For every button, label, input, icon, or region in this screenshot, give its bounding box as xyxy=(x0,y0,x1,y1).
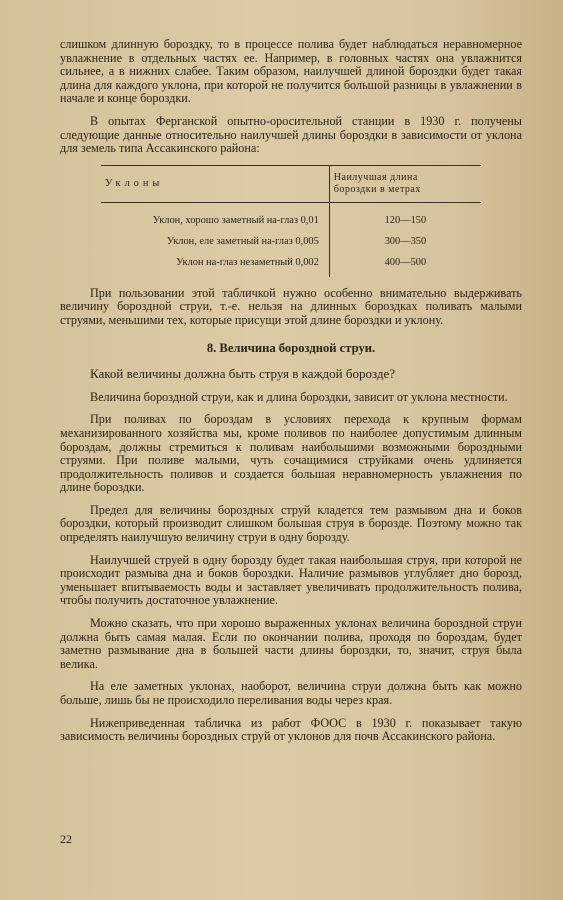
paragraph: Предел для величины бороздных струй кладется тем размывом дна и боков бороздки, который производит слишком большая струя в борозде. Поэтому можно так определять наилучшую величину струи в одну борозду. xyxy=(60,502,522,545)
table-row xyxy=(101,202,481,229)
paragraph: На еле заметных уклонах, наоборот, величина струи должна быть как можно больше, лишь бы не происходило переливания воды через края. xyxy=(60,679,522,707)
paragraph: Нижеприведенная табличка из работ ФООС в 1930 г. показывает такую зависимость величины бороздных струй от уклонов для почв Ассакинского района. xyxy=(60,715,522,744)
question: Какой величины должна быть струя в каждой борозде? xyxy=(90,366,396,382)
paragraph: Величина бороздной струи, как и длина бороздки, зависит от уклона местности. xyxy=(90,389,508,404)
paragraph: Можно сказать, что при хорошо выраженных уклонах величина бороздной струи должна быть самая малая. Если по окончании полива, проходя по бороздам, будет заметно размывание дна в большей части длины бороздки, то, значит, струя была велика. xyxy=(60,616,522,671)
paragraph: При поливах по бороздам в условиях перехода к крупным формам механизированного хозяйства мы, кроме поливов по наиболее допустимым длинным бороздам, должны стремиться к поливам наибольшими возможными бороздными струями. При поливе малыми, чуть сочащимися струйками очень удлиняется продолжительность поливов и создается большая неравномерность увлажнения по длине бороздки. xyxy=(60,412,522,495)
paragraph: В опытах Ферганской опытно-оросительной станции в 1930 г. получены следующие данные относительно наилучшей длины бороздки в зависимости от уклона для земель типа Ассакинского района: xyxy=(60,113,522,156)
slope-cell: Уклон, еле заметный на-глаз 0,005 xyxy=(166,235,319,247)
table-header-length: Наилучшая длина бороздки в метрах xyxy=(329,165,481,202)
page-text xyxy=(60,38,522,753)
length-cell: 120—150 xyxy=(329,202,481,229)
page-number: 22 xyxy=(60,832,72,846)
length-cell: 400—500 xyxy=(329,250,481,277)
slope-cell: Уклон на-глаз незаметный 0,002 xyxy=(176,256,319,268)
paragraph: Наилучшей струей в одну борозду будет такая наибольшая струя, при которой не происходит размыва дна и боков бороздки. Наличие размывов углубляет дно борозд, уменьшает впитываемость воды и заставляет увеличивать продолжительность полива, чтобы получить достаточное увлажнение. xyxy=(60,552,522,608)
section-title: 8. Величина бороздной струи. xyxy=(206,340,376,355)
paragraph: При пользовании этой табличкой нужно особенно внимательно выдерживать величину бороздной струи, т.-е. нельзя на длинных бороздках поливать малыми струями, меньшими тех, которые присущи этой длине бороздки и уклону. xyxy=(60,285,522,327)
length-cell: 300—350 xyxy=(329,229,481,250)
table-header-slopes: Уклоны xyxy=(101,165,329,202)
slope-length-table xyxy=(101,165,481,277)
table-row xyxy=(101,229,481,250)
slope-cell: Уклон, хорошо заметный на-глаз 0,01 xyxy=(152,214,319,226)
table-row xyxy=(101,250,481,277)
paragraph: слишком длинную бороздку, то в процессе полива будет наблюдаться неравномерное увлажнение в отдельных частях ее. Например, в головных частях она увлажнится сильнее, а в нижних слабее. Таким образом, наилучшей длиной бороздки будет такая длина для каждого уклона, при которой не получится большой разницы в увлажнении в начале и конце бороздки. xyxy=(60,37,522,106)
